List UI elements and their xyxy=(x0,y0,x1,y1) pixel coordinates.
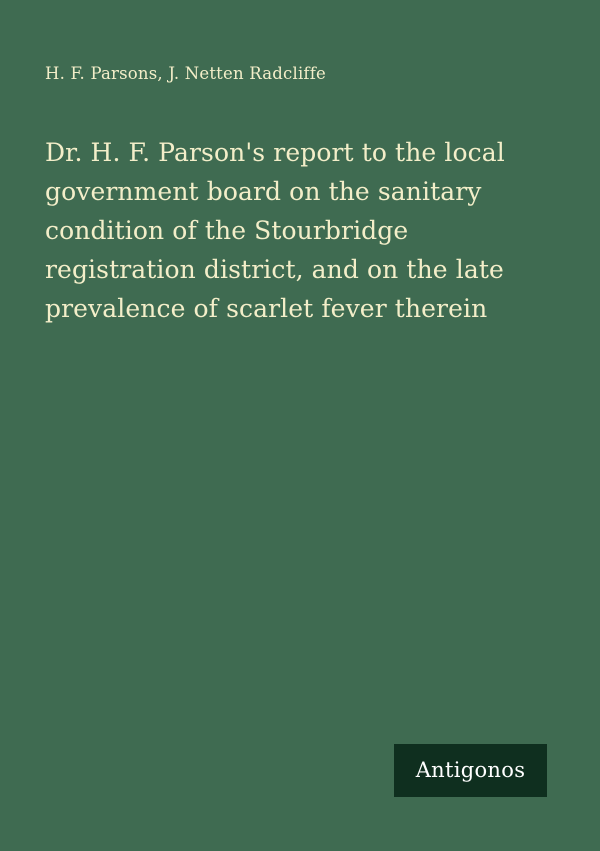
author-line: H. F. Parsons, J. Netten Radcliffe xyxy=(45,64,327,83)
book-title: Dr. H. F. Parson's report to the local government board on the sanitary condition of the Stourbridge registration district, and on the late prevalence of scarlet fever therein xyxy=(45,138,505,323)
publisher-badge: Antigonos xyxy=(394,744,547,797)
